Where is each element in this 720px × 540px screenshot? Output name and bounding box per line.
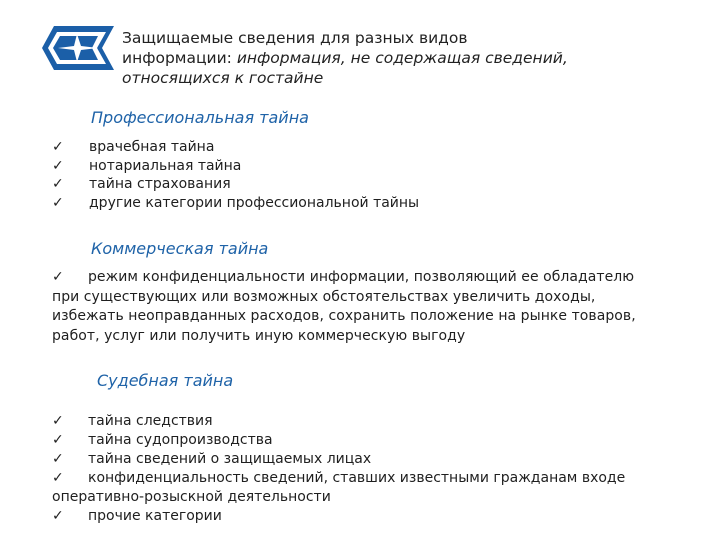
title-line-2-italic: информация, не содержащая сведений, <box>236 49 568 67</box>
check-icon: ✓ <box>52 139 64 155</box>
list-item-text: другие категории профессиональной тайны <box>89 194 420 211</box>
check-icon: ✓ <box>52 413 64 429</box>
list-item-text: прочие категории <box>88 508 222 524</box>
title-line-3: относящихся к гостайне <box>122 69 324 87</box>
check-icon: ✓ <box>52 451 64 467</box>
check-icon: ✓ <box>52 269 64 285</box>
blue-star-logo-icon <box>40 24 116 72</box>
title-line-2-plain: информации: <box>122 49 237 67</box>
check-icon: ✓ <box>52 194 64 211</box>
list-item <box>52 431 672 450</box>
professional-secret-list <box>52 138 419 212</box>
check-icon: ✓ <box>52 176 64 192</box>
check-icon: ✓ <box>52 508 64 524</box>
check-icon: ✓ <box>52 470 64 486</box>
list-item-text: нотариальная тайна <box>89 157 242 174</box>
title-line-2 <box>122 48 682 68</box>
list-item-text: тайна страхования <box>89 176 231 192</box>
judicial-secret-list <box>52 412 672 526</box>
professional-secret-heading: Профессиональная тайна <box>91 108 309 127</box>
check-icon: ✓ <box>52 157 64 174</box>
list-item-text: тайна следствия <box>88 413 213 429</box>
list-item <box>52 175 419 194</box>
commercial-secret-text <box>52 268 662 346</box>
list-item-text: врачебная тайна <box>89 139 215 155</box>
list-item <box>52 412 672 431</box>
list-item <box>52 507 672 526</box>
list-item-text: тайна сведений о защищаемых лицах <box>88 451 372 467</box>
list-item <box>52 469 672 507</box>
check-icon: ✓ <box>52 432 64 448</box>
judicial-secret-heading: Судебная тайна <box>97 371 234 390</box>
list-item <box>52 157 419 176</box>
list-item <box>52 138 419 157</box>
title-line-1: Защищаемые сведения для разных видов <box>122 29 468 47</box>
commercial-secret-definition: режим конфиденциальности информации, позволяющий ее обладателю при существующих или возможных обстоятельствах увеличить доходы, избежать неоправданных расходов, сохранить положение на рынке товаров, работ, услуг или получить иную коммерческую выгоду <box>52 269 636 344</box>
page-title <box>122 28 682 88</box>
list-item <box>52 194 419 213</box>
list-item-text: конфиденциальность сведений, ставших известными гражданам входе оперативно-розыскной деятельности <box>52 470 626 505</box>
commercial-secret-heading: Коммерческая тайна <box>91 239 269 258</box>
list-item <box>52 450 672 469</box>
list-item-text: тайна судопроизводства <box>88 432 273 448</box>
